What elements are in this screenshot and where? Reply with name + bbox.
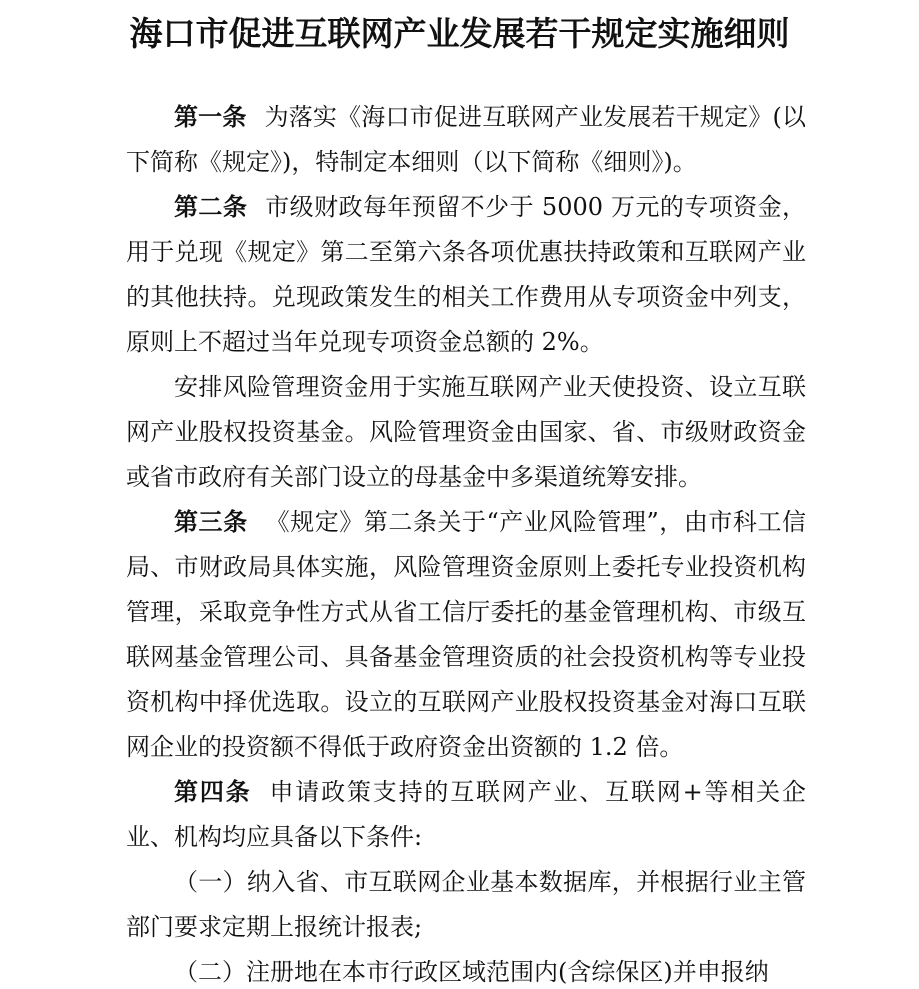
condition-text: （二）注册地在本市行政区域范围内(含综保区)并申报纳 <box>174 958 769 986</box>
article-label: 第一条 <box>174 103 247 131</box>
article-2 <box>126 185 806 365</box>
condition-text: （一）纳入省、市互联网企业基本数据库，并根据行业主管部门要求定期上报统计报表; <box>126 868 806 941</box>
article-text: 《规定》第二条关于“产业风险管理”，由市科工信局、市财政局具体实施，风险管理资金原则上委托专业投资机构管理，采取竞争性方式从省工信厅委托的基金管理机构、市级互联网基金管理公司、具备基金管理资质的社会投资机构等专业投资机构中择优选取。设立的互联网产业股权投资基金对海口互联网企业的投资额不得低于政府资金出资额的 1.2 倍。 <box>126 508 807 761</box>
article-text: 申请政策支持的互联网产业、互联网+等相关企业、机构均应具备以下条件: <box>126 778 807 851</box>
article-label: 第二条 <box>174 193 248 221</box>
document-body <box>126 95 806 989</box>
article-label: 第四条 <box>174 778 252 806</box>
article-2-continuation <box>126 365 806 500</box>
article-text: 为落实《海口市促进互联网产业发展若干规定》(以下简称《规定》)，特制定本细则（以下简称《细则》)。 <box>126 103 806 176</box>
document-title: 海口市促进互联网产业发展若干规定实施细则 <box>129 14 790 53</box>
paragraph-text: 安排风险管理资金用于实施互联网产业天使投资、设立互联网产业股权投资基金。风险管理资金由国家、省、市级财政资金或省市政府有关部门设立的母基金中多渠道统筹安排。 <box>126 373 806 491</box>
article-3 <box>126 500 806 770</box>
article-label: 第三条 <box>174 508 248 536</box>
article-1 <box>126 95 806 185</box>
article-4 <box>126 770 806 860</box>
article-text: 市级财政每年预留不少于 5000 万元的专项资金，用于兑现《规定》第二至第六条各项优惠扶持政策和互联网产业的其他扶持。兑现政策发生的相关工作费用从专项资金中列支，原则上不超过当年兑现专项资金总额的 2%。 <box>126 193 806 356</box>
condition-2 <box>126 950 806 989</box>
condition-1 <box>126 860 806 950</box>
